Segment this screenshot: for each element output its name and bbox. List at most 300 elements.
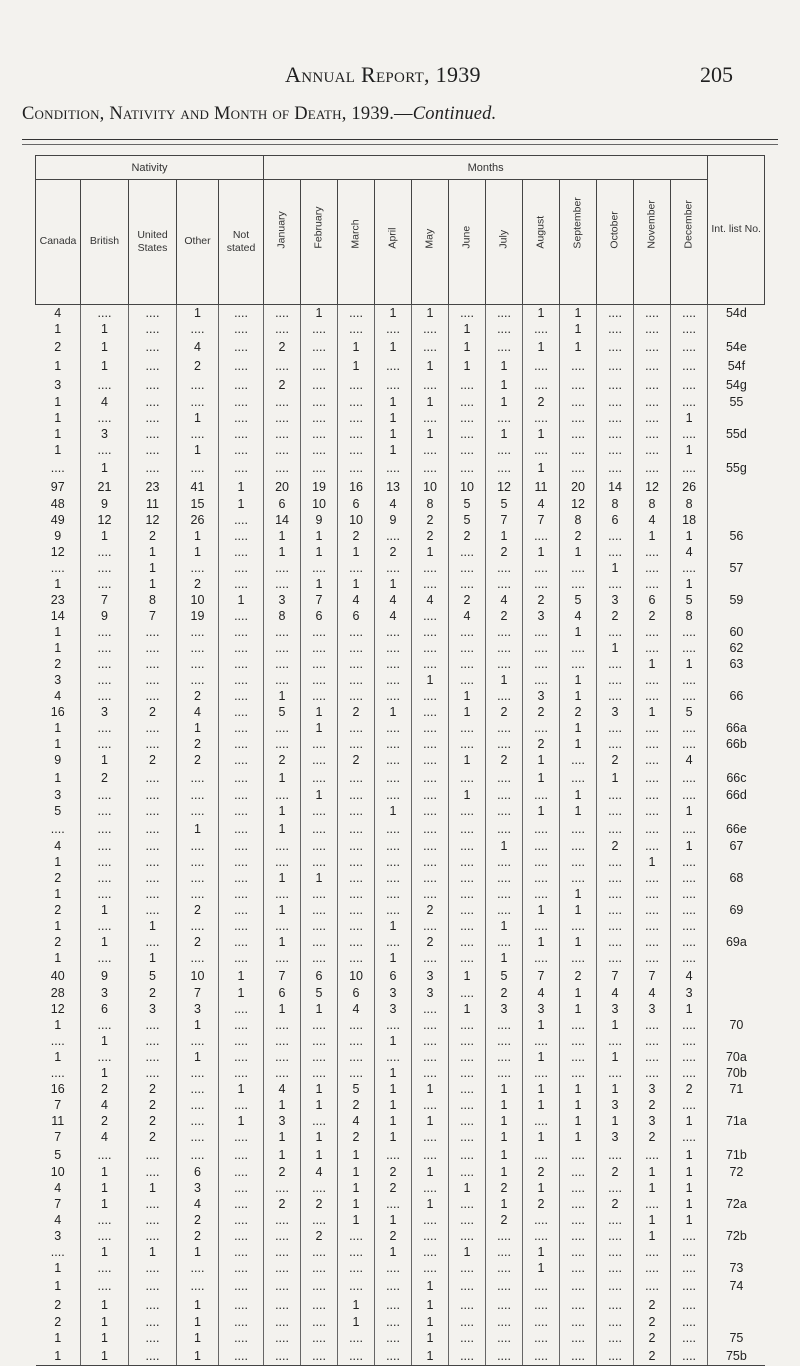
int-list-no-cell: 74: [708, 1276, 765, 1295]
table-row: [36, 902, 765, 918]
table-cell: ....: [671, 918, 708, 934]
table-cell: 2: [129, 704, 177, 720]
table-cell: ....: [449, 624, 486, 640]
table-cell: 1: [486, 1164, 523, 1180]
table-cell: ....: [219, 1164, 264, 1180]
table-cell: ....: [486, 870, 523, 886]
table-cell: 2: [375, 544, 412, 560]
table-cell: 2: [634, 608, 671, 624]
table-cell: ....: [301, 624, 338, 640]
table-cell: 1: [54, 577, 62, 591]
table-cell: 1: [560, 1001, 597, 1017]
table-cell: 2: [523, 1164, 560, 1180]
table-cell: ....: [129, 672, 177, 688]
table-cell: 5: [264, 704, 301, 720]
table-cell: 9: [54, 753, 62, 767]
table-cell: 2: [264, 337, 301, 356]
table-cell: 1: [54, 951, 62, 965]
int-list-no-cell: 55g: [708, 458, 765, 477]
table-cell: ....: [449, 1065, 486, 1081]
table-cell: 7: [129, 608, 177, 624]
table-cell: ....: [301, 321, 338, 337]
table-cell: ....: [560, 375, 597, 394]
table-cell: ....: [81, 854, 129, 870]
table-cell: ....: [597, 442, 634, 458]
table-cell: ....: [560, 918, 597, 934]
table-cell: 1: [412, 1196, 449, 1212]
table-cell: ....: [449, 720, 486, 736]
table-cell: ....: [177, 672, 219, 688]
table-cell: 1: [264, 1097, 301, 1113]
table-cell: ....: [81, 375, 129, 394]
table-cell: ....: [81, 442, 129, 458]
table-cell: ....: [597, 1346, 634, 1366]
table-cell: ....: [301, 803, 338, 819]
table-row: [36, 704, 765, 720]
table-row: [36, 1196, 765, 1212]
table-cell: 1: [523, 752, 560, 768]
table-cell: ....: [338, 1276, 375, 1295]
table-cell: ....: [338, 305, 375, 322]
table-cell: ....: [597, 1228, 634, 1244]
table-cell: ....: [449, 1295, 486, 1314]
table-row: [36, 1330, 765, 1346]
table-cell: 2: [486, 985, 523, 1001]
table-cell: 1: [486, 950, 523, 966]
table-cell: ....: [523, 950, 560, 966]
table-cell: ....: [219, 752, 264, 768]
table-cell: ....: [523, 1033, 560, 1049]
table-cell: ....: [597, 1260, 634, 1276]
table-cell: 5: [129, 966, 177, 985]
table-cell: ....: [597, 394, 634, 410]
int-list-no-cell: [708, 985, 765, 1001]
table-cell: ....: [129, 736, 177, 752]
table-cell: ....: [338, 934, 375, 950]
col-united-states: United States: [129, 180, 177, 305]
table-cell: ....: [634, 640, 671, 656]
table-cell: ....: [129, 442, 177, 458]
table-cell: 1: [375, 1097, 412, 1113]
table-cell: 6: [301, 966, 338, 985]
table-cell: 1: [81, 902, 129, 918]
table-cell: ....: [219, 1330, 264, 1346]
table-cell: 2: [560, 528, 597, 544]
table-cell: ....: [219, 1196, 264, 1212]
int-list-no-cell: 66b: [708, 736, 765, 752]
table-cell: 7: [264, 966, 301, 985]
table-cell: ....: [671, 736, 708, 752]
table-cell: ....: [264, 640, 301, 656]
table-cell: ....: [129, 854, 177, 870]
table-cell: 1: [81, 752, 129, 768]
table-cell: 1: [129, 544, 177, 560]
table-cell: 1: [486, 838, 523, 854]
int-list-no-cell: [708, 752, 765, 768]
table-cell: ....: [634, 672, 671, 688]
table-cell: ....: [81, 803, 129, 819]
table-cell: ....: [338, 624, 375, 640]
table-cell: ....: [412, 656, 449, 672]
table-cell: ....: [634, 902, 671, 918]
table-cell: ....: [597, 544, 634, 560]
table-cell: ....: [129, 1017, 177, 1033]
table-cell: ....: [338, 394, 375, 410]
table-cell: 1: [264, 819, 301, 838]
table-cell: 1: [523, 1049, 560, 1065]
int-list-no-cell: [708, 886, 765, 902]
int-list-no-cell: 69a: [708, 934, 765, 950]
table-cell: ....: [177, 1033, 219, 1049]
table-cell: 13: [375, 477, 412, 496]
table-cell: ....: [597, 736, 634, 752]
table-cell: ....: [129, 624, 177, 640]
table-cell: ....: [634, 1145, 671, 1164]
table-cell: ....: [486, 337, 523, 356]
table-row: [36, 442, 765, 458]
table-cell: ....: [671, 1065, 708, 1081]
table-cell: ....: [634, 819, 671, 838]
table-cell: 1: [301, 870, 338, 886]
table-cell: ....: [81, 1212, 129, 1228]
table-cell: ....: [486, 560, 523, 576]
table-cell: 2: [177, 1212, 219, 1228]
table-cell: 3: [412, 985, 449, 1001]
table-cell: ....: [129, 838, 177, 854]
table-cell: ....: [634, 1244, 671, 1260]
table-cell: ....: [449, 1164, 486, 1180]
table-cell: ....: [129, 458, 177, 477]
int-list-no-cell: 69: [708, 902, 765, 918]
table-cell: ....: [634, 576, 671, 592]
table-cell: ....: [412, 560, 449, 576]
table-cell: ....: [264, 1017, 301, 1033]
table-cell: 1: [560, 720, 597, 736]
int-list-no-cell: 55d: [708, 426, 765, 442]
table-cell: ....: [449, 1113, 486, 1129]
table-cell: 48: [50, 497, 65, 511]
table-cell: ....: [129, 356, 177, 375]
table-cell: ....: [560, 838, 597, 854]
table-cell: 1: [671, 803, 708, 819]
table-cell: ....: [412, 1049, 449, 1065]
table-cell: ....: [264, 1049, 301, 1065]
table-cell: ....: [412, 768, 449, 787]
table-cell: ....: [486, 1065, 523, 1081]
table-cell: ....: [671, 1049, 708, 1065]
table-cell: ....: [301, 1244, 338, 1260]
table-cell: ....: [264, 1260, 301, 1276]
table-cell: 2: [54, 871, 62, 885]
table-cell: 20: [264, 477, 301, 496]
table-cell: 1: [375, 426, 412, 442]
table-row: [36, 854, 765, 870]
table-cell: 1: [597, 1113, 634, 1129]
table-cell: ....: [560, 656, 597, 672]
table-cell: ....: [301, 672, 338, 688]
table-cell: ....: [375, 1276, 412, 1295]
table-cell: 6: [375, 966, 412, 985]
table-cell: ....: [219, 1129, 264, 1145]
table-cell: ....: [338, 768, 375, 787]
table-cell: 1: [412, 356, 449, 375]
table-cell: ....: [375, 321, 412, 337]
table-cell: ....: [449, 1212, 486, 1228]
table-cell: ....: [486, 1244, 523, 1260]
int-list-no-cell: [708, 1180, 765, 1196]
table-cell: 4: [671, 966, 708, 985]
table-cell: ....: [301, 1180, 338, 1196]
int-list-no-cell: 68: [708, 870, 765, 886]
table-cell: 9: [81, 496, 129, 512]
table-cell: ....: [634, 458, 671, 477]
table-cell: 1: [634, 656, 671, 672]
table-cell: 1: [81, 1196, 129, 1212]
table-cell: 7: [54, 1098, 62, 1112]
table-row: [36, 544, 765, 560]
table-cell: ....: [129, 1346, 177, 1366]
table-cell: ....: [338, 640, 375, 656]
table-cell: ....: [412, 640, 449, 656]
table-cell: ....: [671, 1276, 708, 1295]
table-cell: ....: [264, 394, 301, 410]
table-cell: ....: [219, 1033, 264, 1049]
table-cell: ....: [412, 1244, 449, 1260]
table-cell: 1: [449, 1244, 486, 1260]
table-cell: ....: [486, 576, 523, 592]
table-cell: 3: [81, 426, 129, 442]
table-cell: ....: [301, 838, 338, 854]
table-cell: ....: [129, 688, 177, 704]
table-cell: ....: [219, 337, 264, 356]
table-cell: 1: [597, 1049, 634, 1065]
table-cell: 2: [634, 1097, 671, 1113]
table-cell: 14: [597, 477, 634, 496]
table-cell: ....: [177, 560, 219, 576]
table-cell: ....: [412, 608, 449, 624]
table-cell: ....: [560, 1145, 597, 1164]
int-list-no-cell: 54d: [708, 305, 765, 322]
table-cell: ....: [219, 934, 264, 950]
table-cell: 2: [54, 339, 62, 354]
table-cell: ....: [129, 787, 177, 803]
table-cell: 2: [54, 903, 62, 917]
table-cell: ....: [523, 1295, 560, 1314]
table-cell: 1: [54, 641, 62, 655]
table-cell: ....: [671, 1017, 708, 1033]
int-list-no-cell: 72a: [708, 1196, 765, 1212]
table-cell: 3: [375, 1001, 412, 1017]
table-cell: ....: [81, 410, 129, 426]
table-cell: 2: [338, 528, 375, 544]
table-row: [36, 803, 765, 819]
table-cell: ....: [375, 1346, 412, 1366]
table-cell: ....: [597, 426, 634, 442]
table-cell: 2: [634, 1129, 671, 1145]
table-cell: 1: [449, 704, 486, 720]
int-list-no-cell: [708, 1295, 765, 1314]
table-cell: ....: [129, 1049, 177, 1065]
table-cell: 7: [486, 512, 523, 528]
table-cell: 1: [560, 985, 597, 1001]
table-cell: ....: [301, 394, 338, 410]
table-cell: ....: [219, 688, 264, 704]
table-cell: ....: [301, 1295, 338, 1314]
table-cell: 1: [54, 721, 62, 735]
table-cell: 3: [54, 788, 62, 802]
table-cell: ....: [81, 1260, 129, 1276]
table-row: [36, 305, 765, 322]
table-cell: ....: [338, 803, 375, 819]
int-list-no-cell: 70a: [708, 1049, 765, 1065]
table-cell: ....: [486, 1228, 523, 1244]
table-cell: 1: [412, 1081, 449, 1097]
table-cell: 1: [375, 394, 412, 410]
table-cell: 3: [54, 673, 62, 687]
table-cell: ....: [634, 934, 671, 950]
table-cell: ....: [597, 1065, 634, 1081]
table-cell: 5: [671, 704, 708, 720]
table-cell: 2: [301, 1228, 338, 1244]
table-cell: 3: [597, 1001, 634, 1017]
int-list-no-cell: [708, 496, 765, 512]
table-cell: 5: [338, 1081, 375, 1097]
table-cell: ....: [634, 950, 671, 966]
table-cell: ....: [597, 1180, 634, 1196]
table-cell: ....: [523, 321, 560, 337]
table-row: [36, 1001, 765, 1017]
table-cell: ....: [264, 458, 301, 477]
table-cell: ....: [449, 1228, 486, 1244]
table-cell: ....: [129, 337, 177, 356]
table-cell: ....: [412, 1017, 449, 1033]
table-cell: ....: [264, 1276, 301, 1295]
int-list-no-cell: [708, 672, 765, 688]
table-cell: ....: [301, 1276, 338, 1295]
table-cell: 1: [523, 803, 560, 819]
table-cell: 2: [560, 704, 597, 720]
table-cell: 1: [486, 375, 523, 394]
table-cell: ....: [449, 410, 486, 426]
table-cell: ....: [597, 624, 634, 640]
table-cell: ....: [301, 768, 338, 787]
table-cell: 11: [129, 496, 177, 512]
table-cell: ....: [597, 950, 634, 966]
table-cell: 2: [634, 1314, 671, 1330]
table-cell: 5: [486, 966, 523, 985]
table-cell: ....: [412, 1001, 449, 1017]
table-cell: ....: [412, 736, 449, 752]
table-cell: ....: [523, 656, 560, 672]
table-cell: 1: [597, 1081, 634, 1097]
table-cell: 1: [54, 1331, 62, 1345]
table-cell: ....: [523, 442, 560, 458]
table-cell: ....: [219, 1212, 264, 1228]
table-cell: 2: [264, 375, 301, 394]
table-cell: 1: [560, 1081, 597, 1097]
table-row: [36, 608, 765, 624]
table-cell: 1: [486, 1196, 523, 1212]
table-cell: 1: [560, 886, 597, 902]
table-cell: ....: [375, 688, 412, 704]
table-cell: 1: [219, 496, 264, 512]
table-cell: 3: [597, 1097, 634, 1113]
table-cell: ....: [449, 1276, 486, 1295]
table-cell: 2: [523, 592, 560, 608]
table-cell: 1: [129, 1244, 177, 1260]
table-cell: ....: [338, 886, 375, 902]
col-british: British: [81, 180, 129, 305]
int-list-no-cell: [708, 442, 765, 458]
table-row: [36, 672, 765, 688]
table-cell: 1: [486, 426, 523, 442]
table-cell: 1: [486, 1145, 523, 1164]
table-cell: ....: [449, 985, 486, 1001]
table-cell: 41: [177, 477, 219, 496]
table-cell: 10: [412, 477, 449, 496]
table-cell: 2: [634, 1330, 671, 1346]
table-cell: 1: [375, 442, 412, 458]
table-cell: ....: [523, 918, 560, 934]
table-cell: 2: [301, 1196, 338, 1212]
table-cell: 1: [412, 544, 449, 560]
table-cell: 1: [54, 1018, 62, 1032]
table-cell: ....: [449, 1145, 486, 1164]
table-cell: 1: [523, 544, 560, 560]
table-cell: ....: [301, 375, 338, 394]
table-cell: 1: [560, 787, 597, 803]
table-cell: 1: [560, 736, 597, 752]
int-list-no-cell: 66: [708, 688, 765, 704]
table-cell: 1: [449, 966, 486, 985]
table-cell: ....: [264, 560, 301, 576]
table-cell: ....: [412, 576, 449, 592]
table-cell: ....: [129, 375, 177, 394]
int-list-no-cell: 59: [708, 592, 765, 608]
table-cell: 1: [671, 1196, 708, 1212]
table-cell: 1: [54, 358, 62, 373]
table-cell: ....: [219, 544, 264, 560]
table-row: [36, 1276, 765, 1295]
table-cell: ....: [301, 1065, 338, 1081]
table-cell: ....: [219, 1295, 264, 1314]
table-cell: 1: [81, 1314, 129, 1330]
table-cell: 3: [486, 1001, 523, 1017]
table-cell: 6: [177, 1164, 219, 1180]
table-cell: ....: [177, 458, 219, 477]
table-cell: 1: [412, 1164, 449, 1180]
table-cell: 1: [560, 688, 597, 704]
table-cell: 1: [375, 1129, 412, 1145]
table-row: [36, 1049, 765, 1065]
table-cell: ....: [560, 442, 597, 458]
table-cell: ....: [523, 1314, 560, 1330]
table-cell: 2: [264, 1164, 301, 1180]
table-cell: 15: [177, 496, 219, 512]
table-cell: ....: [219, 356, 264, 375]
table-cell: 1: [375, 576, 412, 592]
table-cell: ....: [523, 356, 560, 375]
table-cell: ....: [338, 321, 375, 337]
table-cell: ....: [81, 688, 129, 704]
table-cell: ....: [177, 870, 219, 886]
table-cell: ....: [560, 870, 597, 886]
table-cell: ....: [523, 819, 560, 838]
table-cell: ....: [560, 1228, 597, 1244]
table-cell: ....: [81, 838, 129, 854]
int-list-no-cell: [708, 854, 765, 870]
table-cell: ....: [597, 902, 634, 918]
